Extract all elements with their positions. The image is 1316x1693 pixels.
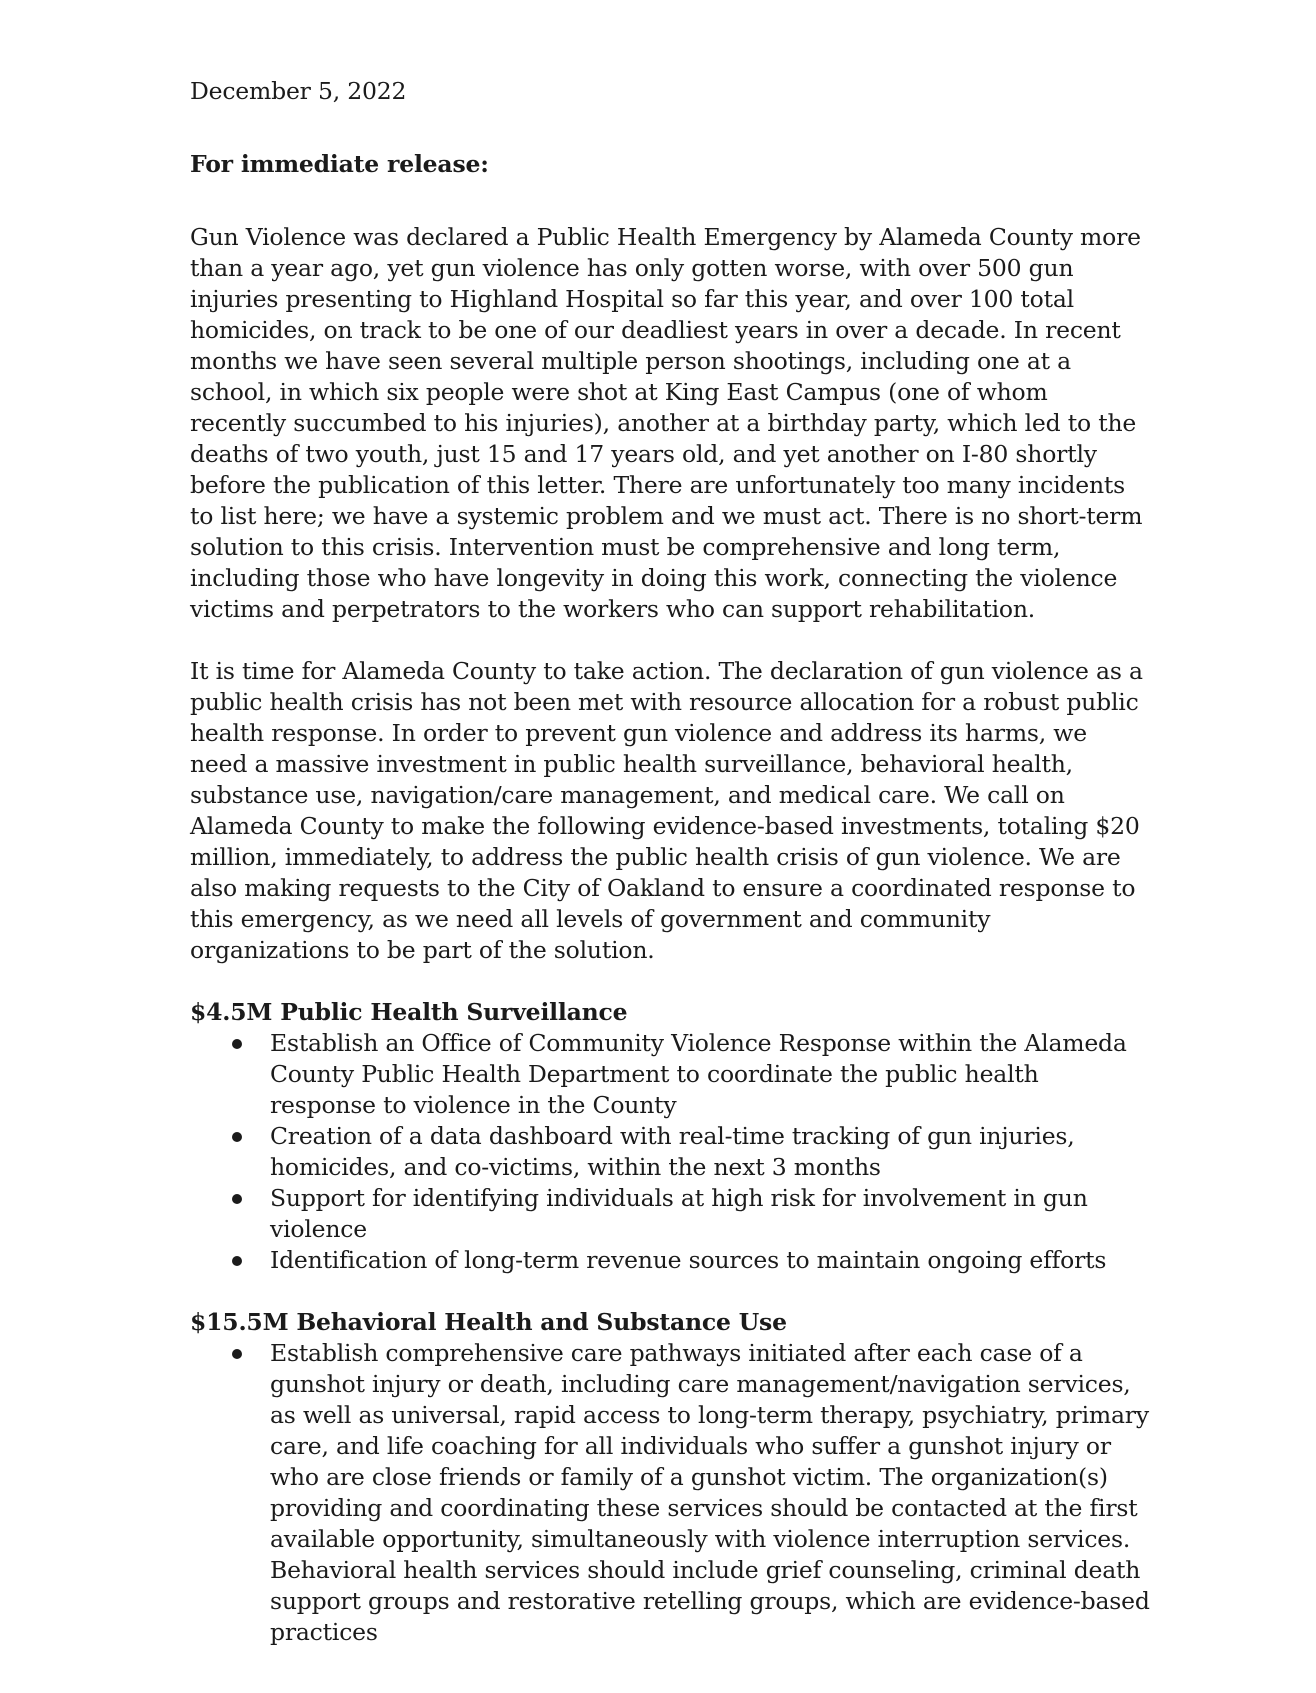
bullet-list: [190, 1338, 1150, 1648]
release-label: For immediate release:: [190, 150, 489, 178]
bullet-icon: [232, 1194, 242, 1204]
section-public-health-surveillance: [190, 997, 1150, 1276]
document-body: [190, 76, 1150, 1679]
list-item: [190, 1121, 1150, 1183]
section-behavioral-health: [190, 1307, 1150, 1648]
document-date: December 5, 2022: [190, 77, 407, 105]
list-item-text: Establish an Office of Community Violence Response within the Alameda County Public Health Department to coordinate the public health response to violence in the County: [270, 1029, 1127, 1119]
section-heading: $15.5M Behavioral Health and Substance Use: [190, 1308, 787, 1336]
bullet-icon: [232, 1132, 242, 1142]
bullet-icon: [232, 1039, 242, 1049]
list-item: [190, 1338, 1150, 1648]
list-item: [190, 1028, 1150, 1121]
intro-paragraph: Gun Violence was declared a Public Health Emergency by Alameda County more than a year ago, yet gun violence has only gotten worse, with over 500 gun injuries presenting to Highland Hospital so far this year, and over 100 total homicides, on track to be one of our deadliest years in over a decade. In recent months we have seen several multiple person shootings, including one at a school, in which six people were shot at King East Campus (one of whom recently succumbed to his injuries), another at a birthday party, which led to the deaths of two youth, just 15 and 17 years old, and yet another on I-80 shortly before the publication of this letter. There are unfortunately too many incidents to list here; we have a systemic problem and we must act. There is no short-term solution to this crisis. Intervention must be comprehensive and long term, including those who have longevity in doing this work, connecting the violence victims and perpetrators to the workers who can support rehabilitation.: [190, 223, 1143, 623]
list-item-text: Creation of a data dashboard with real-time tracking of gun injuries, homicides, and co-victims, within the next 3 months: [270, 1122, 1075, 1181]
list-item-text: Support for identifying individuals at high risk for involvement in gun violence: [270, 1184, 1088, 1243]
list-item-text: Establish comprehensive care pathways initiated after each case of a gunshot injury or death, including care management/navigation services, as well as universal, rapid access to long-term therapy, psychiatry, primary care, and life coaching for all individuals who suffer a gunshot injury or who are close friends or family of a gunshot victim. The organization(s) providing and coordinating these services should be contacted at the first available opportunity, simultaneously with violence interruption services. Behavioral health services should include grief counseling, criminal death support groups and restorative retelling groups, which are evidence-based practices: [270, 1339, 1150, 1646]
bullet-list: [190, 1028, 1150, 1276]
bullet-icon: [232, 1349, 242, 1359]
list-item: [190, 1245, 1150, 1276]
section-heading: $4.5M Public Health Surveillance: [190, 998, 628, 1026]
list-item: [190, 1183, 1150, 1245]
list-item-text: Identification of long-term revenue sources to maintain ongoing efforts: [270, 1246, 1107, 1274]
call-to-action-paragraph: It is time for Alameda County to take action. The declaration of gun violence as a public health crisis has not been met with resource allocation for a robust public health response. In order to prevent gun violence and address its harms, we need a massive investment in public health surveillance, behavioral health, substance use, navigation/care management, and medical care. We call on Alameda County to make the following evidence-based investments, totaling $20 million, immediately, to address the public health crisis of gun violence. We are also making requests to the City of Oakland to ensure a coordinated response to this emergency, as we need all levels of government and community organizations to be part of the solution.: [190, 657, 1143, 964]
bullet-icon: [232, 1256, 242, 1266]
